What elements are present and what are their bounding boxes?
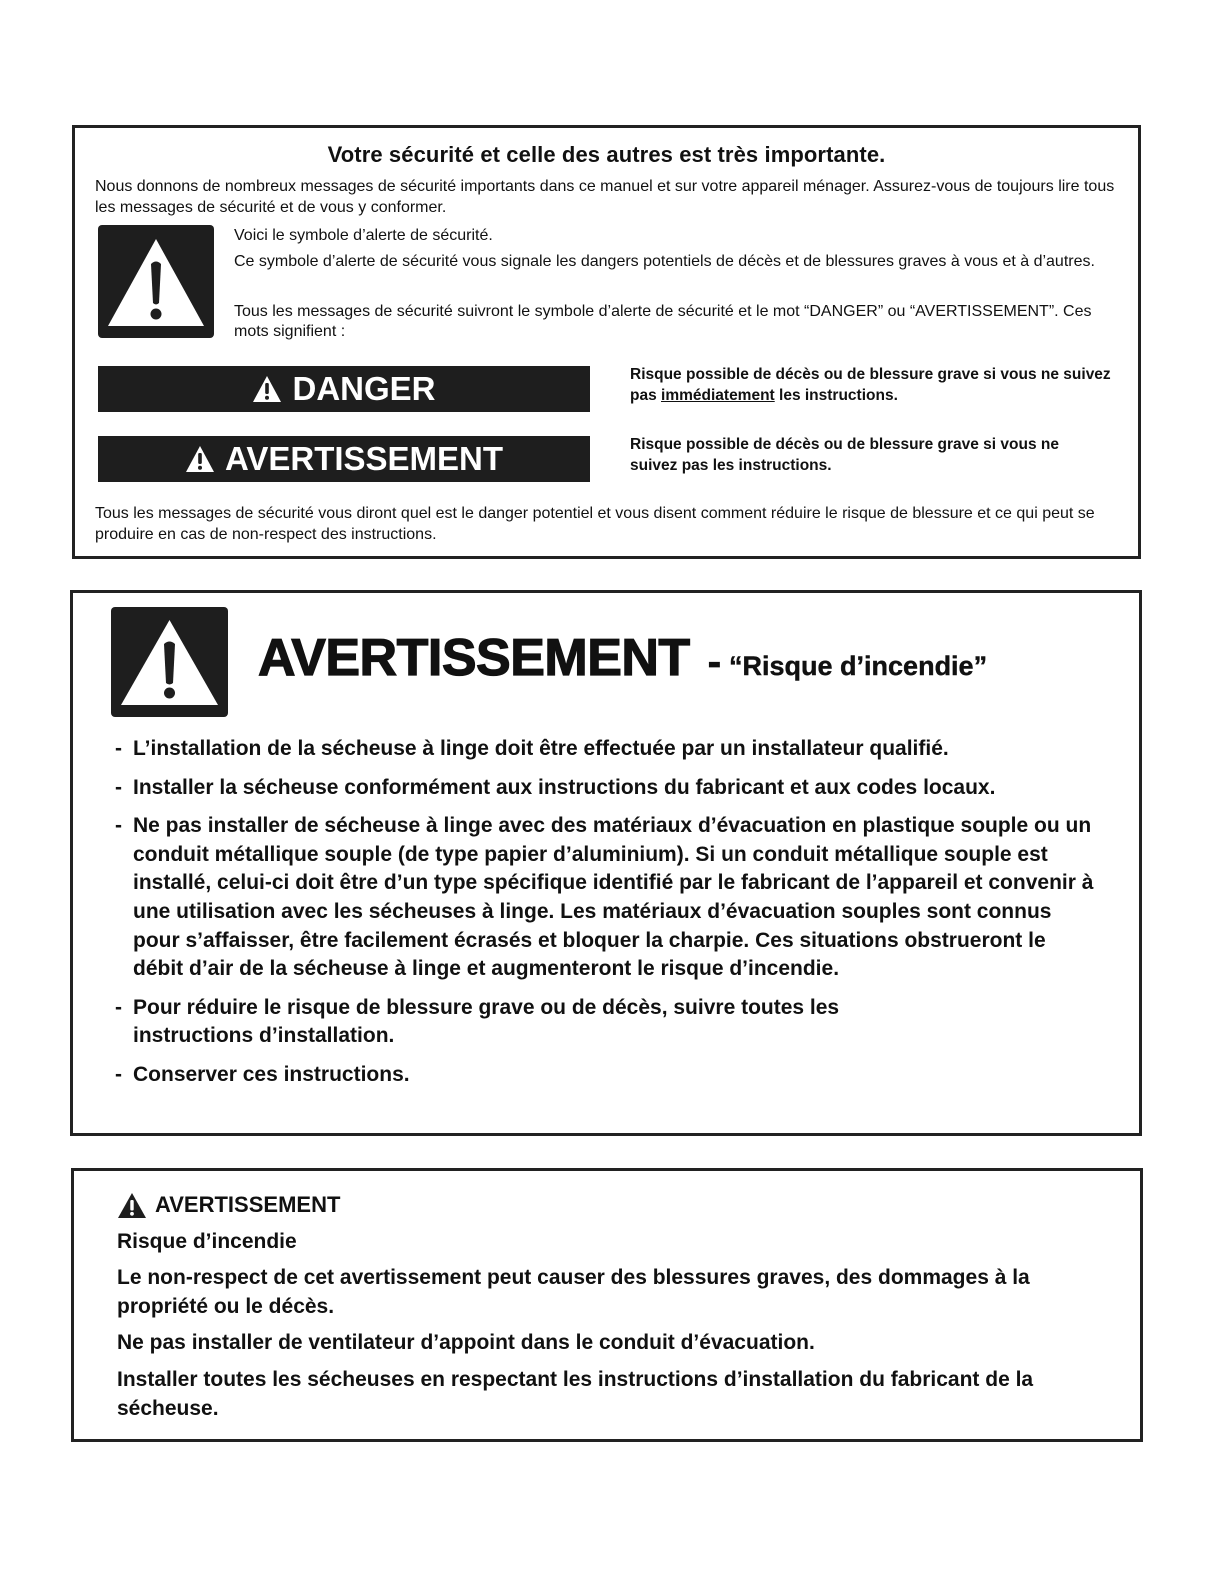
headline-separator: - <box>707 640 722 684</box>
symbol-line-1: Voici le symbole d’alerte de sécurité. <box>234 227 493 244</box>
list-item: - Pour réduire le risque de blessure grave ou de décès, suivre toutes les instructions d’installation. <box>115 994 1115 1051</box>
safety-intro-box <box>72 125 1141 559</box>
danger-desc-end: les instructions. <box>774 387 898 404</box>
danger-desc-emphasis: immédiatement <box>661 387 775 404</box>
warning-signal-bar <box>98 436 590 482</box>
headline-subtitle: “Risque d’incendie” <box>729 651 988 681</box>
safety-title: Votre sécurité et celle des autres est très importante. <box>327 142 886 167</box>
list-item: - Conserver ces instructions. <box>115 1061 1115 1090</box>
danger-desc-start: Risque possible de décès ou de blessure grave si vous ne suivez pas <box>630 366 1111 404</box>
fan-warning-title: AVERTISSEMENT <box>155 1192 341 1217</box>
fan-warning-paragraph: Ne pas installer de ventilateur d’appoint dans le conduit d’évacuation. <box>117 1331 815 1355</box>
safety-alert-symbol-icon <box>111 607 228 717</box>
symbol-line-2: Ce symbole d’alerte de sécurité vous signale les dangers potentiels de décès et de blessures graves à vous et à d’autres. <box>234 253 1095 270</box>
warning-triangle-icon <box>252 375 282 403</box>
danger-label: DANGER <box>292 370 436 407</box>
list-item: - L’installation de la sécheuse à linge doit être effectuée par un installateur qualifié. <box>115 735 1115 764</box>
safety-alert-symbol-icon <box>98 225 214 338</box>
list-item-text: Ne pas installer de sécheuse à linge avec des matériaux d’évacuation en plastique souple ou un conduit métallique souple (de type papier d’aluminium). Si un conduit métallique souple est installé, celui-ci doit être d’un type spécifique identifié par le fabricant de l’appareil et convenir à une utilisation avec les sécheuses à linge. Les matériaux d’évacuation souples sont connus pour s’affaisser, être facilement écrasés et bloquer la charpie. Ces situations obstrueront le débit d’air de la sécheuse à linge et augmenteront le risque d’incendie. <box>133 814 1094 981</box>
symbol-line-3: Tous les messages de sécurité suivront le symbole d’alerte de sécurité et le mot “DANGER” ou “AVERTISSEMENT”. Ces mots signifient : <box>234 303 1092 340</box>
fan-warning-paragraph: Le non-respect de cet avertissement peut causer des blessures graves, des dommages à la propriété ou le décès. <box>117 1266 1030 1318</box>
fan-warning-paragraph: Installer toutes les sécheuses en respectant les instructions d’installation du fabricant de la sécheuse. <box>117 1367 1034 1420</box>
danger-description <box>630 364 1124 406</box>
list-item-text: L’installation de la sécheuse à linge doit être effectuée par un installateur qualifié. <box>133 737 949 760</box>
list-item: - Installer la sécheuse conformément aux instructions du fabricant et aux codes locaux. <box>115 774 1115 803</box>
fan-warning-subheading: Risque d’incendie <box>117 1229 297 1253</box>
warning-triangle-icon <box>185 445 215 473</box>
fan-warning-heading <box>117 1191 1116 1220</box>
list-item: - Ne pas installer de sécheuse à linge avec des matériaux d’évacuation en plastique souple ou un conduit métallique souple (de type papier d’aluminium). Si un conduit métallique souple est installé, celui-ci doit être d’un type spécifique identifié par le fabricant de l’appareil et convenir à une utilisation avec les sécheuses à linge. Les matériaux d’évacuation souples sont connus pour s’affaisser, être facilement écrasés et bloquer la charpie. Ces situations obstrueront le débit d’air de la sécheuse à linge et augmenteront le risque d’incendie. <box>115 812 1115 984</box>
headline-warning: AVERTISSEMENT <box>258 629 690 687</box>
warning-label: AVERTISSEMENT <box>224 440 504 477</box>
fire-risk-warning-box <box>70 590 1142 1136</box>
warning-description: Risque possible de décès ou de blessure grave si vous ne suivez pas les instructions. <box>630 436 1059 474</box>
warning-triangle-icon <box>117 1192 147 1219</box>
fire-warning-list <box>115 735 1115 1100</box>
fan-warning-box <box>71 1168 1143 1442</box>
danger-signal-bar <box>98 366 590 412</box>
safety-intro-text: Nous donnons de nombreux messages de sécurité importants dans ce manuel et sur votre appareil ménager. Assurez-vous de toujours lire tous les messages de sécurité et de vous y conformer. <box>95 178 1115 216</box>
list-item-text: Pour réduire le risque de blessure grave ou de décès, suivre toutes les instructions d’installation. <box>133 995 840 1048</box>
fire-warning-headline <box>258 628 987 688</box>
list-item-text: Conserver ces instructions. <box>133 1062 410 1086</box>
safety-footer-text: Tous les messages de sécurité vous diront quel est le danger potentiel et vous disent comment réduire le risque de blessure et ce qui peut se produire en cas de non-respect des instructions. <box>95 505 1095 543</box>
list-item-text: Installer la sécheuse conformément aux instructions du fabricant et aux codes locaux. <box>133 775 996 799</box>
